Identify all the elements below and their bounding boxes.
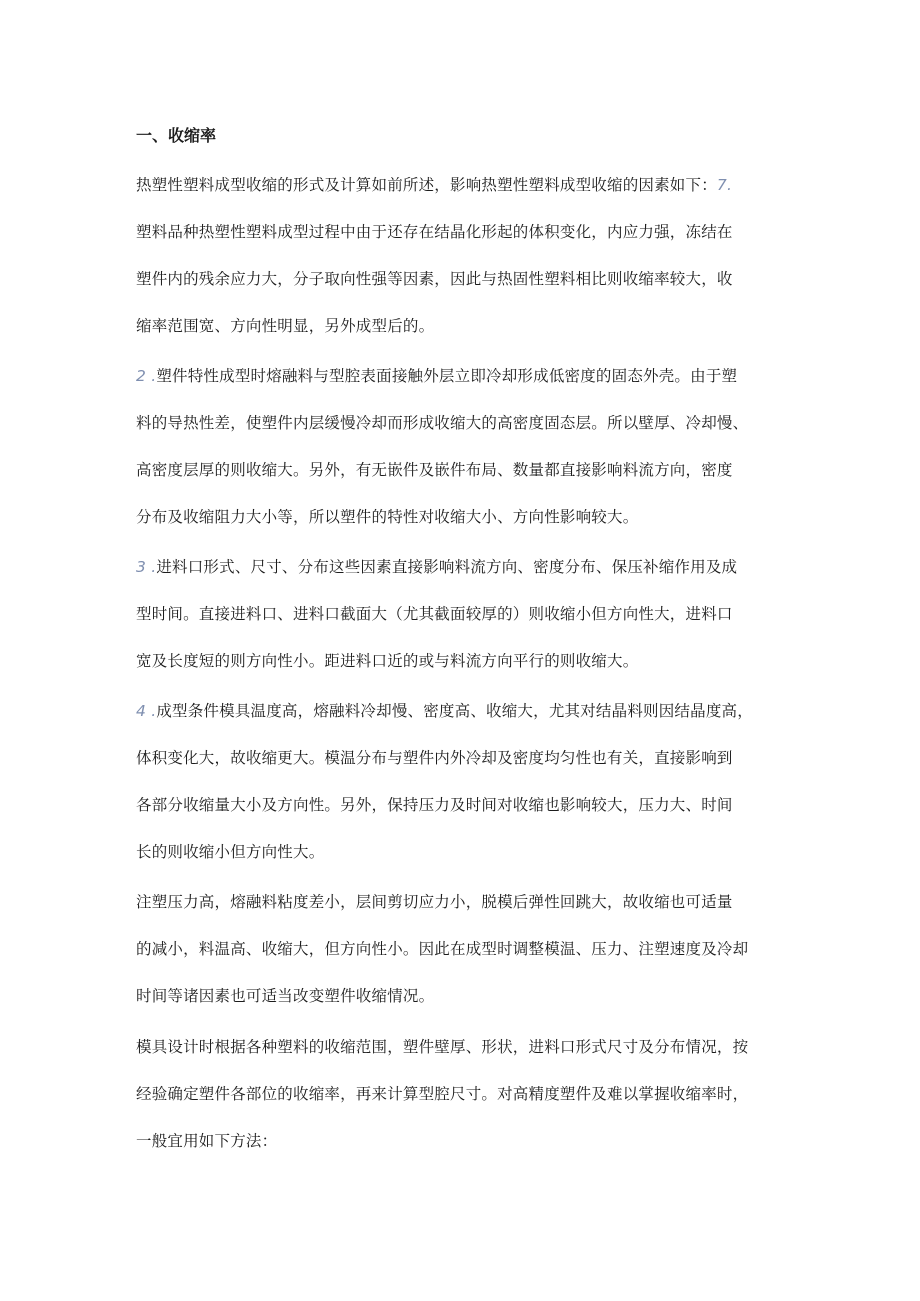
paragraph-line: 塑件内的残余应力大，分子取向性强等因素，因此与热固性塑料相比则收缩率较大，收 [136, 270, 733, 288]
paragraph-line: 长的则收缩小但方向性大。 [136, 843, 325, 861]
item-number: 3 . [136, 558, 157, 576]
paragraph-line: 宽及长度短的则方向性小。距进料口近的或与料流方向平行的则收缩大。 [136, 652, 639, 670]
paragraph-line: 型时间。直接进料口、进料口截面大（尤其截面较厚的）则收缩小但方向性大，进料口 [136, 605, 733, 623]
item-number: 7. [716, 176, 733, 194]
paragraph-2 [136, 353, 796, 541]
paragraph-line: 经验确定塑件各部位的收缩率，再来计算型腔尺寸。对高精度塑件及难以掌握收缩率时， [136, 1085, 749, 1103]
paragraph-line: 缩率范围宽、方向性明显，另外成型后的。 [136, 317, 435, 335]
paragraph-line: 各部分收缩量大小及方向性。另外，保持压力及时间对收缩也影响较大，压力大、时间 [136, 796, 733, 814]
item-number: 4 . [136, 702, 157, 720]
paragraph-line: 体积变化大，故收缩更大。模温分布与塑件内外冷却及密度均匀性也有关，直接影响到 [136, 749, 733, 767]
paragraph-line [136, 688, 796, 735]
paragraph-line: 模具设计时根据各种塑料的收缩范围，塑件壁厚、形状，进料口形式尺寸及分布情况，按 [136, 1038, 749, 1056]
paragraph-1 [136, 162, 796, 350]
paragraph-5 [136, 879, 796, 1020]
line-text: 进料口形式、尺寸、分布这些因素直接影响料流方向、密度分布、保压补缩作用及成 [156, 558, 738, 576]
paragraph-line: 分布及收缩阻力大小等，所以塑件的特性对收缩大小、方向性影响较大。 [136, 508, 639, 526]
paragraph-line [136, 353, 796, 400]
paragraph-line: 的减小，料温高、收缩大，但方向性小。因此在成型时调整模温、压力、注塑速度及冷却 [136, 940, 749, 958]
line-text: 塑件特性成型时熔融料与型腔表面接触外层立即冷却形成低密度的固态外壳。由于塑 [156, 367, 738, 385]
paragraph-line [136, 162, 796, 209]
paragraph-3 [136, 544, 796, 685]
item-number: 2 . [136, 367, 157, 385]
paragraph-line [136, 544, 796, 591]
line-text: 热塑性塑料成型收缩的形式及计算如前所述，影响热塑性塑料成型收缩的因素如下： [136, 176, 717, 194]
paragraph-line: 注塑压力高，熔融料粘度差小，层间剪切应力小，脱模后弹性回跳大，故收缩也可适量 [136, 893, 733, 911]
paragraph-line: 塑料品种热塑性塑料成型过程中由于还存在结晶化形起的体积变化，内应力强，冻结在 [136, 223, 733, 241]
paragraph-4 [136, 688, 796, 876]
paragraph-line: 料的导热性差，使塑件内层缓慢冷却而形成收缩大的高密度固态层。所以壁厚、冷却慢、 [136, 414, 749, 432]
section-heading: 一、收缩率 [136, 126, 217, 145]
paragraph-line: 时间等诸因素也可适当改变塑件收缩情况。 [136, 987, 435, 1005]
paragraph-line: 一般宜用如下方法： [136, 1132, 278, 1150]
line-text: 成型条件模具温度高，熔融料冷却慢、密度高、收缩大，尤其对结晶料则因结晶度高， [156, 702, 753, 720]
paragraph-6 [136, 1024, 796, 1165]
paragraph-line: 高密度层厚的则收缩大。另外，有无嵌件及嵌件布局、数量都直接影响料流方向，密度 [136, 461, 733, 479]
